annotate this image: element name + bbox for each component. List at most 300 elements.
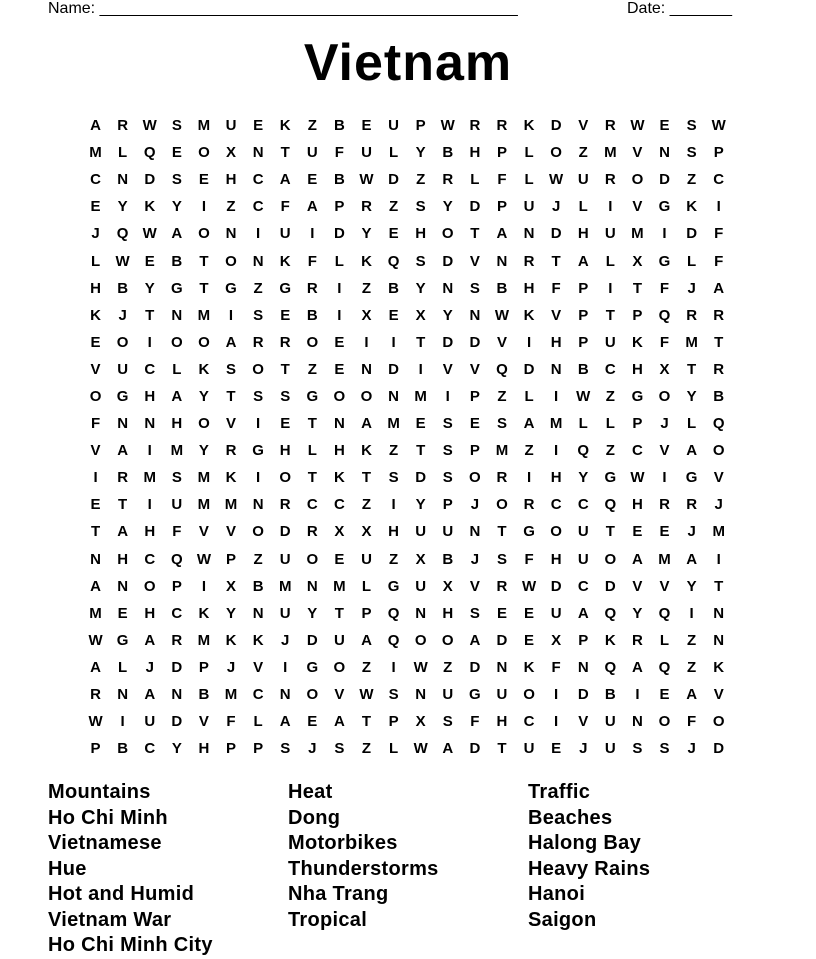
- grid-letter: R: [713, 306, 725, 324]
- grid-letter: H: [144, 523, 156, 541]
- grid-letter: N: [306, 577, 318, 595]
- grid-letter: C: [523, 713, 535, 731]
- grid-letter: R: [171, 631, 183, 649]
- grid-letter: J: [551, 198, 561, 216]
- grid-letter: X: [659, 360, 670, 378]
- grid-letter: I: [147, 333, 152, 351]
- word-item: Nha Trang: [288, 883, 389, 905]
- grid-letter: I: [228, 306, 234, 324]
- grid-letter: B: [333, 171, 345, 189]
- grid-letter: G: [658, 252, 671, 270]
- grid-letter: N: [469, 306, 481, 324]
- grid-letter: T: [280, 144, 290, 162]
- grid-letter: Z: [388, 198, 399, 216]
- grid-letter: C: [252, 198, 264, 216]
- grid-letter: I: [93, 469, 98, 487]
- grid-letter: Q: [604, 604, 617, 622]
- grid-letter: R: [523, 252, 535, 270]
- grid-letter: A: [90, 658, 101, 676]
- grid-letter: D: [306, 631, 318, 649]
- grid-letter: W: [630, 117, 645, 135]
- grid-letter: R: [604, 117, 616, 135]
- word-item: Thunderstorms: [288, 857, 439, 880]
- grid-letter: A: [225, 333, 237, 351]
- grid-letter: A: [713, 279, 725, 297]
- grid-letter: B: [442, 550, 454, 568]
- grid-letter: H: [550, 333, 562, 351]
- grid-letter: N: [279, 686, 291, 704]
- grid-letter: R: [361, 198, 372, 216]
- grid-letter: A: [361, 631, 372, 649]
- grid-letter: A: [469, 631, 481, 649]
- grid-letter: J: [687, 279, 696, 297]
- grid-letter: F: [226, 713, 236, 731]
- grid-letter: P: [253, 740, 264, 758]
- grid-letter: M: [224, 496, 238, 514]
- grid-letter: P: [469, 442, 480, 460]
- grid-letter: Q: [658, 306, 671, 324]
- grid-letter: I: [418, 360, 423, 378]
- grid-letter: E: [388, 225, 399, 243]
- grid-letter: M: [685, 333, 698, 351]
- grid-letter: R: [686, 306, 698, 324]
- grid-letter: O: [523, 686, 535, 704]
- grid-letter: O: [89, 387, 102, 405]
- grid-letter: X: [361, 523, 372, 541]
- grid-letter: J: [660, 415, 669, 433]
- word-item: Mountains: [48, 781, 151, 803]
- grid-letter: V: [659, 577, 670, 595]
- grid-letter: P: [442, 496, 453, 514]
- grid-letter: V: [578, 713, 589, 731]
- grid-letter: R: [442, 171, 454, 189]
- grid-letter: W: [196, 550, 211, 568]
- grid-letter: I: [201, 577, 206, 595]
- grid-letter: N: [225, 225, 237, 243]
- grid-letter: K: [252, 631, 264, 649]
- grid-letter: Z: [361, 740, 372, 758]
- grid-letter: Q: [658, 658, 671, 676]
- grid-letter: Q: [387, 252, 400, 270]
- grid-letter: S: [334, 740, 345, 758]
- grid-letter: K: [713, 658, 725, 676]
- word-item: Tropical: [288, 908, 368, 931]
- grid-letter: W: [413, 740, 428, 758]
- grid-letter: U: [117, 360, 129, 378]
- grid-letter: H: [117, 550, 129, 568]
- grid-letter: P: [632, 306, 643, 324]
- grid-letter: T: [605, 306, 615, 324]
- grid-letter: C: [632, 442, 643, 460]
- grid-letter: N: [415, 604, 427, 622]
- grid-letter: F: [334, 144, 344, 162]
- grid-letter: T: [361, 713, 372, 731]
- grid-letter: I: [608, 279, 613, 297]
- grid-letter: H: [632, 496, 643, 514]
- grid-letter: M: [278, 577, 292, 595]
- grid-letter: Q: [143, 144, 156, 162]
- grid-letter: M: [712, 523, 725, 541]
- grid-letter: H: [90, 279, 101, 297]
- grid-letter: B: [333, 117, 345, 135]
- grid-letter: Z: [361, 279, 372, 297]
- grid-letter: T: [632, 279, 642, 297]
- grid-letter: I: [689, 604, 694, 622]
- grid-letter: I: [391, 658, 396, 676]
- grid-letter: G: [116, 387, 129, 405]
- grid-letter: U: [604, 713, 616, 731]
- grid-letter: O: [170, 333, 183, 351]
- grid-letter: D: [713, 740, 725, 758]
- grid-letter: F: [551, 279, 561, 297]
- grid-letter: G: [685, 469, 698, 487]
- grid-letter: I: [120, 713, 125, 731]
- grid-letter: N: [252, 144, 264, 162]
- grid-letter: N: [442, 279, 454, 297]
- grid-letter: X: [226, 144, 237, 162]
- grid-letter: K: [632, 333, 643, 351]
- grid-letter: N: [252, 252, 264, 270]
- grid-letter: H: [577, 225, 589, 243]
- grid-letter: A: [686, 686, 698, 704]
- grid-letter: J: [308, 740, 317, 758]
- grid-letter: N: [577, 658, 589, 676]
- grid-letter: V: [578, 117, 589, 135]
- grid-letter: J: [91, 225, 100, 243]
- grid-letter: S: [659, 740, 670, 758]
- word-item: Motorbikes: [288, 832, 398, 854]
- grid-letter: F: [551, 658, 561, 676]
- grid-letter: E: [659, 523, 670, 541]
- grid-letter: I: [256, 225, 261, 243]
- grid-letter: U: [415, 523, 427, 541]
- grid-letter: F: [714, 225, 724, 243]
- grid-letter: B: [577, 360, 589, 378]
- grid-letter: F: [659, 279, 670, 297]
- grid-letter: M: [89, 604, 102, 622]
- grid-letter: W: [88, 713, 103, 731]
- grid-letter: T: [687, 360, 697, 378]
- grid-letter: O: [658, 387, 671, 405]
- grid-letter: X: [442, 577, 453, 595]
- grid-letter: U: [279, 225, 291, 243]
- grid-letter: G: [170, 279, 183, 297]
- grid-letter: N: [361, 360, 372, 378]
- grid-letter: E: [280, 415, 291, 433]
- grid-letter: O: [604, 550, 617, 568]
- grid-letter: Y: [117, 198, 128, 216]
- word-bank: [48, 780, 768, 959]
- grid-letter: G: [604, 469, 617, 487]
- grid-letter: A: [496, 225, 508, 243]
- grid-letter: F: [524, 550, 534, 568]
- grid-letter: K: [279, 252, 291, 270]
- grid-letter: H: [550, 469, 562, 487]
- grid-letter: V: [198, 523, 209, 541]
- grid-letter: J: [687, 740, 696, 758]
- grid-letter: T: [199, 252, 209, 270]
- grid-letter: Q: [496, 360, 508, 378]
- grid-letter: R: [279, 333, 291, 351]
- grid-letter: B: [442, 144, 454, 162]
- grid-letter: N: [713, 604, 725, 622]
- grid-letter: Z: [605, 442, 615, 460]
- grid-letter: G: [225, 279, 237, 297]
- grid-letter: I: [147, 442, 152, 460]
- grid-letter: G: [116, 631, 129, 649]
- grid-letter: P: [361, 604, 372, 622]
- grid-letter: A: [117, 523, 129, 541]
- grid-letter: O: [252, 360, 264, 378]
- grid-letter: P: [226, 740, 237, 758]
- grid-letter: M: [224, 686, 238, 704]
- grid-letter: S: [496, 415, 507, 433]
- grid-letter: E: [253, 117, 264, 135]
- grid-letter: V: [713, 469, 724, 487]
- grid-letter: E: [90, 496, 101, 514]
- grid-letter: Y: [632, 604, 643, 622]
- grid-letter: V: [469, 360, 480, 378]
- grid-letter: O: [496, 496, 508, 514]
- grid-letter: N: [713, 631, 725, 649]
- grid-letter: B: [496, 279, 508, 297]
- grid-letter: E: [415, 415, 426, 433]
- grid-letter: K: [361, 252, 372, 270]
- grid-letter: P: [578, 279, 589, 297]
- grid-letter: M: [333, 577, 346, 595]
- grid-letter: Z: [605, 387, 615, 405]
- word-column: [288, 780, 528, 959]
- grid-letter: O: [116, 333, 129, 351]
- grid-letter: O: [306, 686, 319, 704]
- grid-letter: U: [279, 604, 291, 622]
- grid-letter: T: [145, 306, 155, 324]
- grid-letter: P: [415, 117, 426, 135]
- grid-letter: K: [523, 658, 535, 676]
- grid-letter: A: [90, 577, 101, 595]
- grid-letter: S: [442, 442, 453, 460]
- grid-letter: Z: [524, 442, 534, 460]
- grid-letter: K: [198, 360, 210, 378]
- grid-letter: Q: [658, 604, 671, 622]
- grid-letter: Q: [170, 550, 183, 568]
- word-item: Hot and Humid: [48, 883, 195, 905]
- grid-letter: V: [469, 577, 480, 595]
- grid-letter: H: [523, 279, 535, 297]
- grid-letter: S: [469, 604, 480, 622]
- grid-letter: S: [253, 387, 264, 405]
- grid-letter: W: [359, 686, 374, 704]
- grid-letter: U: [523, 740, 535, 758]
- grid-letter: W: [576, 387, 591, 405]
- grid-letter: I: [608, 198, 613, 216]
- grid-letter: N: [632, 713, 643, 731]
- grid-letter: O: [198, 225, 210, 243]
- grid-letter: L: [172, 360, 182, 378]
- word-column: [48, 780, 288, 959]
- grid-letter: E: [117, 604, 128, 622]
- grid-letter: T: [226, 387, 236, 405]
- word-item: Hanoi: [528, 883, 586, 905]
- grid-letter: Z: [388, 442, 399, 460]
- grid-letter: L: [578, 198, 588, 216]
- grid-letter: Y: [171, 198, 182, 216]
- grid-letter: H: [171, 415, 183, 433]
- word-item: Heavy Rains: [528, 857, 651, 880]
- grid-letter: J: [470, 550, 480, 568]
- grid-letter: O: [279, 469, 292, 487]
- grid-letter: Y: [415, 144, 426, 162]
- grid-letter: D: [550, 577, 562, 595]
- grid-letter: C: [252, 686, 264, 704]
- grid-letter: R: [632, 631, 643, 649]
- grid-letter: X: [334, 523, 345, 541]
- grid-letter: X: [361, 306, 372, 324]
- grid-letter: O: [198, 333, 210, 351]
- grid-letter: L: [253, 713, 263, 731]
- grid-letter: B: [306, 306, 318, 324]
- grid-letter: S: [415, 252, 426, 270]
- grid-letter: S: [280, 387, 291, 405]
- grid-letter: I: [635, 686, 640, 704]
- grid-letter: T: [307, 415, 317, 433]
- grid-letter: L: [659, 631, 670, 649]
- grid-letter: A: [171, 225, 183, 243]
- grid-letter: O: [469, 469, 481, 487]
- grid-letter: R: [279, 496, 291, 514]
- grid-letter: K: [198, 604, 210, 622]
- grid-letter: O: [441, 225, 454, 243]
- grid-letter: G: [631, 387, 644, 405]
- grid-letter: E: [659, 686, 670, 704]
- grid-letter: C: [171, 604, 183, 622]
- grid-letter: D: [388, 360, 399, 378]
- grid-letter: D: [659, 171, 670, 189]
- grid-letter: R: [117, 117, 129, 135]
- grid-letter: W: [413, 658, 428, 676]
- grid-letter: Y: [442, 198, 453, 216]
- grid-letter: H: [144, 604, 156, 622]
- grid-letter: J: [579, 740, 588, 758]
- grid-letter: B: [388, 279, 399, 297]
- grid-letter: G: [279, 279, 292, 297]
- grid-letter: N: [333, 415, 345, 433]
- grid-letter: M: [197, 631, 211, 649]
- grid-letter: U: [577, 523, 589, 541]
- word-item: Dong: [288, 806, 341, 829]
- grid-letter: A: [144, 686, 156, 704]
- grid-letter: W: [115, 252, 130, 270]
- grid-letter: I: [147, 496, 152, 514]
- grid-letter: M: [631, 225, 644, 243]
- grid-letter: D: [550, 117, 562, 135]
- grid-letter: X: [551, 631, 562, 649]
- grid-letter: E: [388, 306, 399, 324]
- grid-letter: Z: [687, 171, 697, 189]
- grid-letter: H: [225, 171, 237, 189]
- word-item: Halong Bay: [528, 832, 642, 854]
- grid-letter: W: [88, 631, 103, 649]
- grid-letter: T: [280, 360, 290, 378]
- grid-letter: C: [713, 171, 725, 189]
- grid-letter: H: [632, 360, 643, 378]
- grid-letter: U: [577, 171, 589, 189]
- word-item: Heat: [288, 781, 333, 803]
- grid-letter: V: [442, 360, 453, 378]
- grid-letter: J: [714, 496, 723, 514]
- grid-letter: S: [226, 360, 237, 378]
- grid-letter: G: [387, 577, 400, 595]
- grid-letter: A: [686, 550, 698, 568]
- grid-letter: O: [631, 171, 644, 189]
- grid-letter: Y: [171, 740, 182, 758]
- grid-letter: M: [143, 469, 156, 487]
- grid-letter: S: [171, 117, 182, 135]
- grid-letter: Y: [686, 577, 697, 595]
- grid-letter: F: [714, 252, 724, 270]
- grid-letter: Q: [604, 658, 617, 676]
- grid-letter: F: [280, 198, 290, 216]
- grid-letter: K: [225, 469, 237, 487]
- date-field-label: Date: _______: [627, 0, 732, 17]
- grid-letter: I: [364, 333, 369, 351]
- grid-letter: W: [711, 117, 726, 135]
- grid-letter: O: [712, 442, 725, 460]
- grid-letter: N: [469, 523, 481, 541]
- grid-letter: S: [496, 550, 507, 568]
- grid-letter: Z: [307, 117, 317, 135]
- name-field-label: Name: _______________________________________________: [48, 0, 518, 17]
- grid-letter: L: [334, 252, 344, 270]
- grid-letter: N: [252, 604, 264, 622]
- grid-letter: P: [496, 198, 507, 216]
- grid-letter: H: [144, 387, 156, 405]
- grid-letter: Z: [361, 658, 372, 676]
- grid-letter: J: [470, 496, 480, 514]
- grid-letter: E: [334, 550, 345, 568]
- grid-letter: D: [604, 577, 616, 595]
- grid-letter: L: [524, 144, 534, 162]
- grid-letter: E: [551, 740, 562, 758]
- grid-letter: A: [90, 117, 101, 135]
- grid-letter: W: [549, 171, 564, 189]
- grid-letter: Q: [712, 415, 725, 433]
- grid-letter: Y: [415, 496, 426, 514]
- grid-letter: D: [442, 333, 454, 351]
- grid-letter: H: [388, 523, 399, 541]
- grid-letter: E: [524, 604, 535, 622]
- grid-letter: Z: [253, 550, 263, 568]
- grid-letter: K: [523, 117, 535, 135]
- grid-letter: O: [414, 631, 427, 649]
- grid-letter: Z: [687, 658, 697, 676]
- grid-letter: N: [550, 360, 562, 378]
- word-item: Vietnamese: [48, 832, 162, 854]
- grid-letter: M: [387, 415, 400, 433]
- grid-letter: I: [526, 333, 532, 351]
- word-item: Vietnam War: [48, 908, 172, 931]
- grid-letter: E: [361, 117, 372, 135]
- grid-letter: I: [554, 686, 559, 704]
- grid-letter: U: [523, 198, 535, 216]
- grid-letter: I: [554, 387, 559, 405]
- grid-letter: R: [496, 577, 508, 595]
- grid-letter: I: [391, 496, 396, 514]
- grid-letter: U: [415, 577, 427, 595]
- grid-letter: N: [388, 387, 399, 405]
- grid-letter: B: [117, 279, 129, 297]
- grid-letter: U: [279, 550, 291, 568]
